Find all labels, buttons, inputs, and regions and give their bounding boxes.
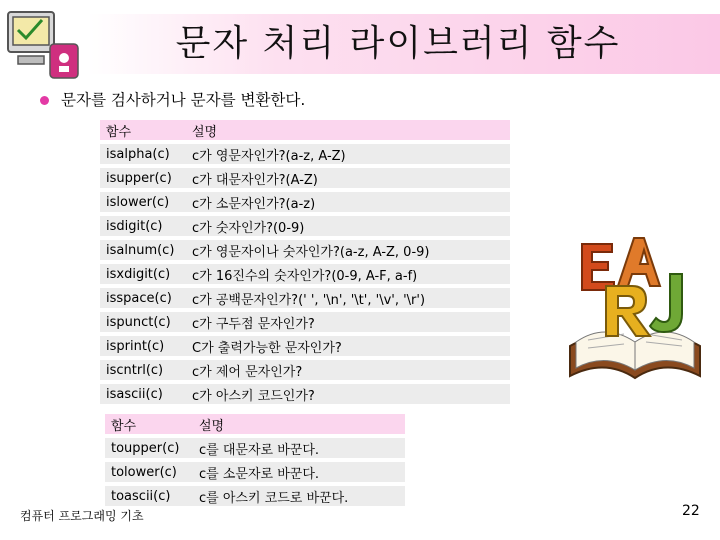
- table-row: [105, 462, 405, 482]
- description-cell: c를 대문자로 바꾼다.: [193, 438, 405, 458]
- table-row: [100, 360, 510, 380]
- description-cell: c가 숫자인가?(0-9): [186, 216, 510, 236]
- description-cell: c가 아스키 코드인가?: [186, 384, 510, 404]
- function-cell: ispunct(c): [100, 312, 186, 332]
- table-row: [100, 336, 510, 356]
- table-row: [100, 312, 510, 332]
- table-row: [100, 144, 510, 164]
- description-cell: c가 영문자인가?(a-z, A-Z): [186, 144, 510, 164]
- function-cell: toupper(c): [105, 438, 193, 458]
- function-cell: tolower(c): [105, 462, 193, 482]
- function-cell: islower(c): [100, 192, 186, 212]
- classification-functions-table: [100, 116, 510, 408]
- page-number: 22: [682, 503, 700, 519]
- table-row: [105, 438, 405, 458]
- description-cell: c가 제어 문자인가?: [186, 360, 510, 380]
- function-cell: isalpha(c): [100, 144, 186, 164]
- table-header-cell: 설명: [186, 120, 510, 140]
- function-cell: isspace(c): [100, 288, 186, 308]
- description-cell: c를 아스키 코드로 바꾼다.: [193, 486, 405, 506]
- table-row: [100, 264, 510, 284]
- function-cell: isupper(c): [100, 168, 186, 188]
- function-cell: isascii(c): [100, 384, 186, 404]
- function-cell: iscntrl(c): [100, 360, 186, 380]
- table-row: [105, 486, 405, 506]
- computer-clipart-icon: [4, 4, 82, 84]
- footer-text: 컴퓨터 프로그래밍 기초: [20, 509, 144, 523]
- table-row: [100, 168, 510, 188]
- description-cell: c가 대문자인가?(A-Z): [186, 168, 510, 188]
- page-title: 문자 처리 라이브러리 함수: [175, 23, 621, 64]
- table-header-cell: 함수: [105, 414, 193, 434]
- description-cell: C가 출력가능한 문자인가?: [186, 336, 510, 356]
- letters-book-clipart: [560, 226, 710, 386]
- function-cell: isprint(c): [100, 336, 186, 356]
- table-row: [100, 216, 510, 236]
- conversion-functions-table: [105, 410, 405, 510]
- bullet-icon: [40, 96, 49, 105]
- description-cell: c가 구두점 문자인가?: [186, 312, 510, 332]
- function-cell: isxdigit(c): [100, 264, 186, 284]
- table-header-row: [100, 120, 510, 140]
- description-cell: c가 공백문자인가?(' ', '\n', '\t', '\v', '\r'): [186, 288, 510, 308]
- description-cell: c가 영문자이나 숫자인가?(a-z, A-Z, 0-9): [186, 240, 510, 260]
- description-cell: c를 소문자로 바꾼다.: [193, 462, 405, 482]
- table-row: [100, 192, 510, 212]
- table-row: [100, 384, 510, 404]
- description-cell: c가 소문자인가?(a-z): [186, 192, 510, 212]
- table-header-cell: 설명: [193, 414, 405, 434]
- table-row: [100, 240, 510, 260]
- bullet-text: 문자를 검사하거나 문자를 변환한다.: [61, 91, 306, 109]
- table-header-cell: 함수: [100, 120, 186, 140]
- bullet-line: [40, 88, 305, 110]
- table-header-row: [105, 414, 405, 434]
- table-row: [100, 288, 510, 308]
- description-cell: c가 16진수의 숫자인가?(0-9, A-F, a-f): [186, 264, 510, 284]
- function-cell: isalnum(c): [100, 240, 186, 260]
- function-cell: toascii(c): [105, 486, 193, 506]
- function-cell: isdigit(c): [100, 216, 186, 236]
